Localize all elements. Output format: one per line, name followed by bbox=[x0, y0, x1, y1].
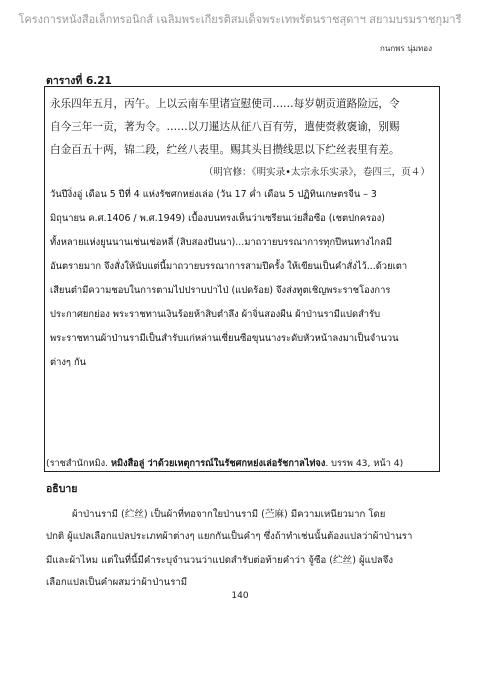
reference-book-title: หมิงสือลู่ ว่าด้วยเหตุการณ์ในรัชศกหย่งเล่อรัชกาลไท่จง bbox=[110, 458, 326, 469]
chinese-line: 白金百五十两，锦二段，纻丝八表里。赐其头目攒线思以下纻丝表里有差。 bbox=[50, 144, 400, 156]
chinese-source-citation: （明官修：《明实录•太宗永乐实录》，卷四三，页４） bbox=[203, 167, 430, 178]
explanation-line: เลือกแปลเป็นคำผสมว่าผ้าป่านรามี bbox=[46, 577, 188, 588]
thai-translation-line: พระราชทานผ้าป่านรามีเป็นสำรับแก่หล่านเซี่ยนซือขุนนางระดับหัวหน้าลงมาเป็นจำนวน bbox=[50, 333, 399, 344]
book-series-header: โครงการหนังสือเล็กทรอนิกส์ เฉลิมพระเกียรติสมเด็จพระเทพรัตนราชสุดาฯ สยามบรมราชกุมารี bbox=[18, 13, 462, 26]
reference-citation bbox=[46, 456, 403, 471]
explanation-line: ปกติ ผู้แปลเลือกแปลประเภทผ้าต่างๆ แยกกันเป็นคำๆ ซึ่งถ้าทำเช่นนั้นต้องแปลว่าผ้าป่านรา bbox=[46, 531, 413, 542]
explanation-line: มีและผ้าไหม แต่ในที่นี้มีคำระบุจำนวนว่าแปดสำรับต่อท้ายคำว่า จู้ซือ (纻丝) ผู้แปลจึง bbox=[46, 555, 394, 566]
thai-translation-line: อันตรายมาก จึงสั่งให้นับแต่นี้มาถวายบรรณาการสามปีครั้ง ให้เขียนเป็นคำสั่งไว้...ด้วยเตา bbox=[50, 261, 408, 272]
page-number: 140 bbox=[231, 591, 249, 601]
thai-translation-line: มิถุนายน ค.ศ.1406 / พ.ศ.1949) เบื้องบนทรงเห็นว่าเซรียนเว่ยสื่อซือ (เชตปกครอง) bbox=[50, 213, 385, 224]
thai-translation-line: ต่างๆ กัน bbox=[50, 357, 87, 368]
chinese-line: 自今三年一贡，著为令。……以刀暹达从征八百有劳，遣使赍救褒谕，别赐 bbox=[50, 121, 400, 133]
thai-translation-line: ประกาศยกย่อง พระราชทานเงินร้อยห้าสิบตำลึง ผ้าจิ่นสองผืน ผ้าป่านรามีแปดสำรับ bbox=[50, 309, 381, 320]
author-name: กนกพร นุ่มทอง bbox=[380, 44, 432, 53]
thai-translation-line: เสียนต๋ามีความชอบในการตามไปปราบปาไป่ (แปดร้อย) จึงส่งทูตเชิญพระราชโองการ bbox=[50, 285, 391, 296]
explanation-line: ผ้าป่านรามี (纻丝) เป็นผ้าที่ทอจากใยป่านรามี (苎麻) มีความเหนียวมาก โดย bbox=[72, 509, 386, 520]
chinese-line: 永乐四年五月，丙午。上以云南车里诸宣慰使司……每岁朝贡道路险远，令 bbox=[50, 98, 400, 110]
explanation-heading: อธิบาย bbox=[46, 483, 78, 495]
reference-suffix: . บรรพ 43, หน้า 4) bbox=[325, 458, 404, 469]
reference-prefix: (ราชสำนักหมิง. bbox=[46, 458, 111, 469]
thai-translation-line: ทั้งหลายแห่งยูนนานเช่นเช่อหลี่ (สิบสองปันนา)...มาถวายบรรณาการทุกปีหนทางไกลมี bbox=[50, 237, 393, 248]
table-title: ตารางที่ 6.21 bbox=[46, 75, 112, 87]
thai-translation-line: วันปีงิ่งอู่ เดือน 5 ปีที่ 4 แห่งรัชศกหย่งเล่อ (วัน 17 ค่ำ เดือน 5 ปฏิทินเกษตรจีน – 3 bbox=[50, 189, 377, 200]
